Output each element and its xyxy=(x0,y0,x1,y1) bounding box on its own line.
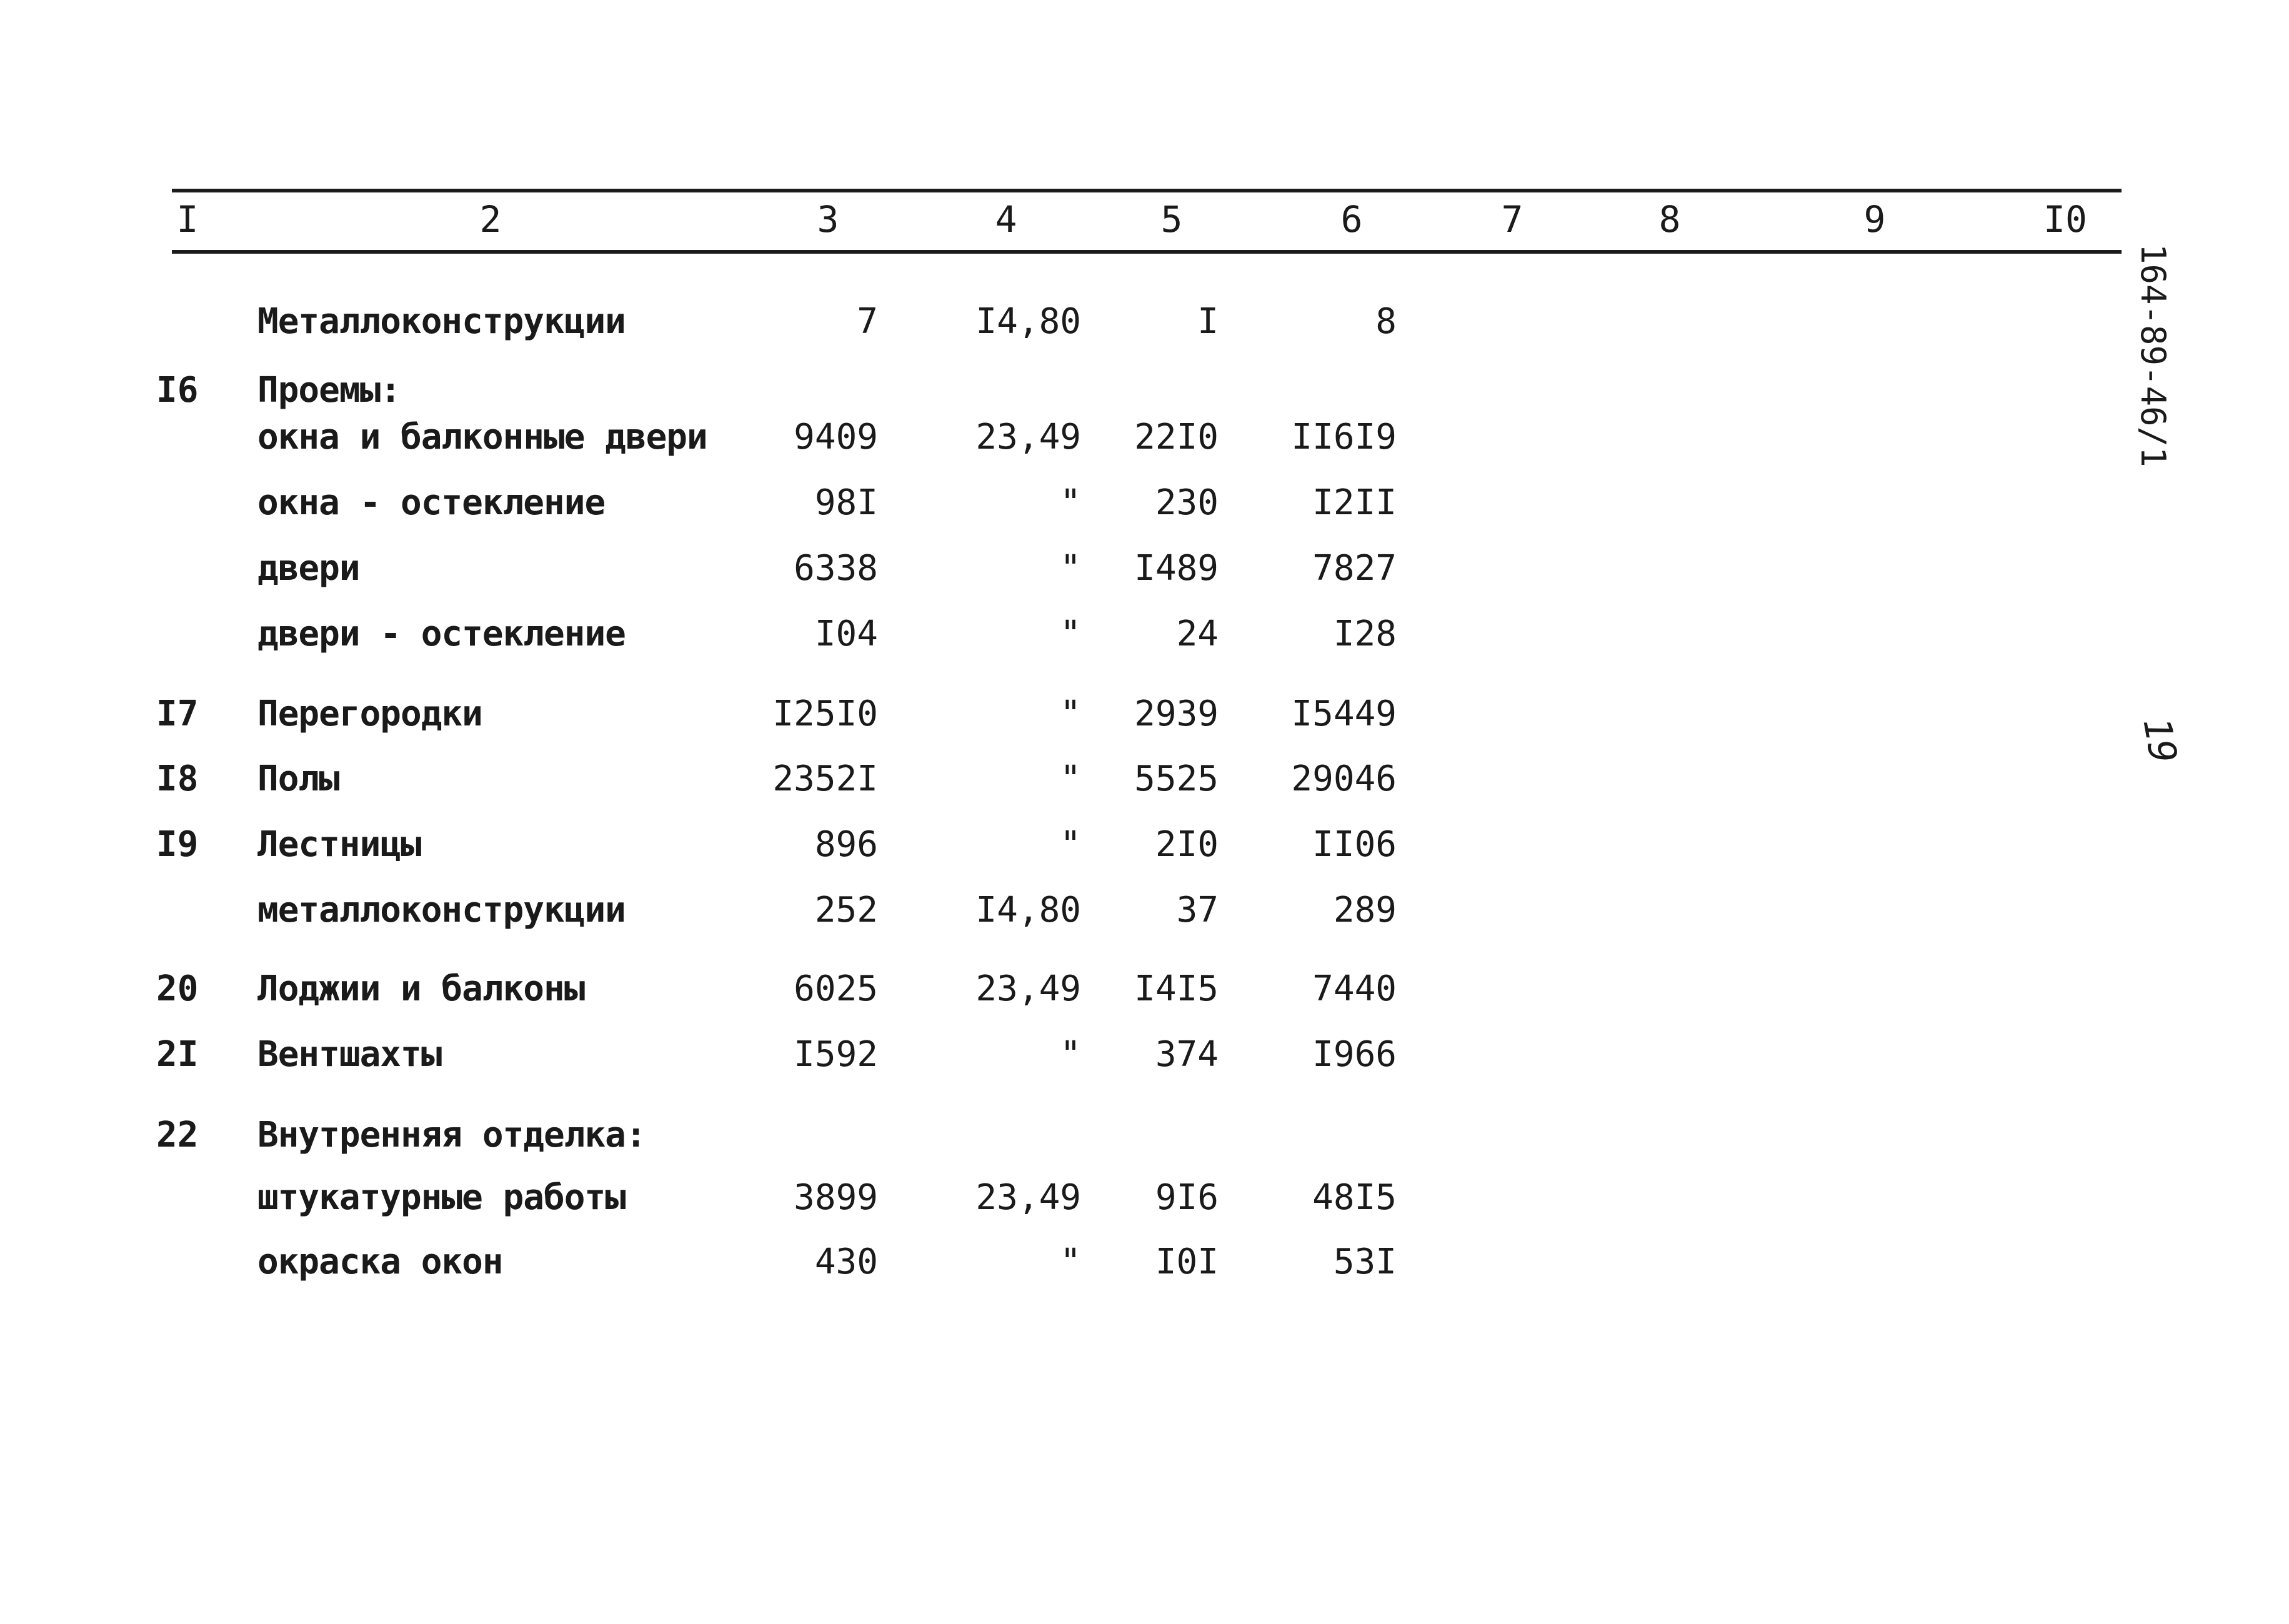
table-row xyxy=(0,692,2289,742)
row-number: I6 xyxy=(156,370,199,411)
col6-value: 289 xyxy=(1333,890,1397,930)
col4-value: " xyxy=(1060,759,1081,799)
row-name: Полы xyxy=(257,759,339,799)
table-row xyxy=(0,889,2289,939)
col6-value: I966 xyxy=(1312,1034,1397,1075)
col5-value: 37 xyxy=(1176,890,1219,930)
row-name: окна - остекление xyxy=(257,482,606,523)
col3-value: 252 xyxy=(814,890,878,930)
col6-value: 29046 xyxy=(1291,759,1397,799)
col5-value: 230 xyxy=(1155,482,1219,523)
table-row xyxy=(0,757,2289,807)
page-number: 19 xyxy=(2134,714,2185,767)
col6-value: 53I xyxy=(1333,1242,1397,1282)
table-row xyxy=(0,1240,2289,1290)
table-row xyxy=(0,300,2289,350)
col6-value: 8 xyxy=(1375,301,1397,342)
column-header-8: 8 xyxy=(1658,198,1681,241)
table-row xyxy=(0,369,2289,419)
table-row xyxy=(0,612,2289,662)
col6-value: 7440 xyxy=(1312,969,1397,1009)
column-header-9: 9 xyxy=(1863,198,1886,241)
table-row xyxy=(0,1033,2289,1083)
col3-value: 7 xyxy=(857,301,878,342)
table-row xyxy=(0,823,2289,873)
col4-value: I4,80 xyxy=(975,301,1081,342)
col4-value: " xyxy=(1060,482,1081,523)
col6-value: I2II xyxy=(1312,482,1397,523)
col5-value: I0I xyxy=(1155,1242,1219,1282)
col6-value: 7827 xyxy=(1312,548,1397,589)
column-header-10: I0 xyxy=(2043,198,2087,241)
row-name: штукатурные работы xyxy=(257,1177,626,1218)
col4-value: " xyxy=(1060,1034,1081,1075)
row-name: окна и балконные двери xyxy=(257,417,707,457)
col3-value: I592 xyxy=(794,1034,878,1075)
column-header-4: 4 xyxy=(995,198,1017,241)
row-number: 22 xyxy=(156,1115,199,1155)
col4-value: " xyxy=(1060,1242,1081,1282)
row-name: Лоджии и балконы xyxy=(257,969,585,1009)
col5-value: I4I5 xyxy=(1134,969,1219,1009)
col5-value: 374 xyxy=(1155,1034,1219,1075)
row-number: I8 xyxy=(156,759,199,799)
col3-value: I25I0 xyxy=(772,694,878,734)
column-header-5: 5 xyxy=(1160,198,1183,241)
col4-value: 23,49 xyxy=(975,1177,1081,1218)
table-row xyxy=(0,481,2289,531)
col3-value: 6025 xyxy=(794,969,878,1009)
table-row xyxy=(0,1113,2289,1163)
column-header-2: 2 xyxy=(479,198,502,241)
row-name: металлоконструкции xyxy=(257,890,626,930)
row-number: I7 xyxy=(156,694,199,734)
col6-value: II6I9 xyxy=(1291,417,1397,457)
table-row xyxy=(0,416,2289,466)
col3-value: 896 xyxy=(814,824,878,865)
col5-value: 2I0 xyxy=(1155,824,1219,865)
col5-value: 5525 xyxy=(1134,759,1219,799)
col5-value: I489 xyxy=(1134,548,1219,589)
row-number: 2I xyxy=(156,1034,199,1075)
col5-value: I xyxy=(1197,301,1219,342)
col4-value: 23,49 xyxy=(975,969,1081,1009)
row-name: окраска окон xyxy=(257,1242,503,1282)
row-name: Лестницы xyxy=(257,824,421,865)
col4-value: 23,49 xyxy=(975,417,1081,457)
col6-value: 48I5 xyxy=(1312,1177,1397,1218)
col3-value: 6338 xyxy=(794,548,878,589)
row-name: Проемы: xyxy=(257,370,401,411)
row-name: Металлоконструкции xyxy=(257,301,626,342)
col3-value: 98I xyxy=(814,482,878,523)
col3-value: I04 xyxy=(814,614,878,654)
row-number: 20 xyxy=(156,969,199,1009)
col3-value: 2352I xyxy=(772,759,878,799)
row-name: двери - остекление xyxy=(257,614,626,654)
table-row xyxy=(0,547,2289,597)
table-header-rule xyxy=(172,250,2122,254)
row-name: двери xyxy=(257,548,360,589)
col4-value: " xyxy=(1060,824,1081,865)
column-header-7: 7 xyxy=(1501,198,1524,241)
row-number: I9 xyxy=(156,824,199,865)
column-header-1: I xyxy=(176,198,199,241)
col6-value: I28 xyxy=(1333,614,1397,654)
table-row xyxy=(0,967,2289,1017)
row-name: Перегородки xyxy=(257,694,482,734)
col5-value: 22I0 xyxy=(1134,417,1219,457)
table-row xyxy=(0,1176,2289,1226)
row-name: Вентшахты xyxy=(257,1034,442,1075)
col3-value: 9409 xyxy=(794,417,878,457)
col3-value: 430 xyxy=(814,1242,878,1282)
column-header-6: 6 xyxy=(1340,198,1363,241)
col4-value: " xyxy=(1060,614,1081,654)
col5-value: 2939 xyxy=(1134,694,1219,734)
col3-value: 3899 xyxy=(794,1177,878,1218)
col4-value: I4,80 xyxy=(975,890,1081,930)
row-name: Внутренняя отделка: xyxy=(257,1115,646,1155)
document-code: 164-89-46/1 xyxy=(2133,244,2173,467)
col6-value: II06 xyxy=(1312,824,1397,865)
table-top-rule xyxy=(172,189,2122,192)
column-header-3: 3 xyxy=(817,198,839,241)
col4-value: " xyxy=(1060,548,1081,589)
col5-value: 9I6 xyxy=(1155,1177,1219,1218)
col5-value: 24 xyxy=(1176,614,1219,654)
col6-value: I5449 xyxy=(1291,694,1397,734)
col4-value: " xyxy=(1060,694,1081,734)
